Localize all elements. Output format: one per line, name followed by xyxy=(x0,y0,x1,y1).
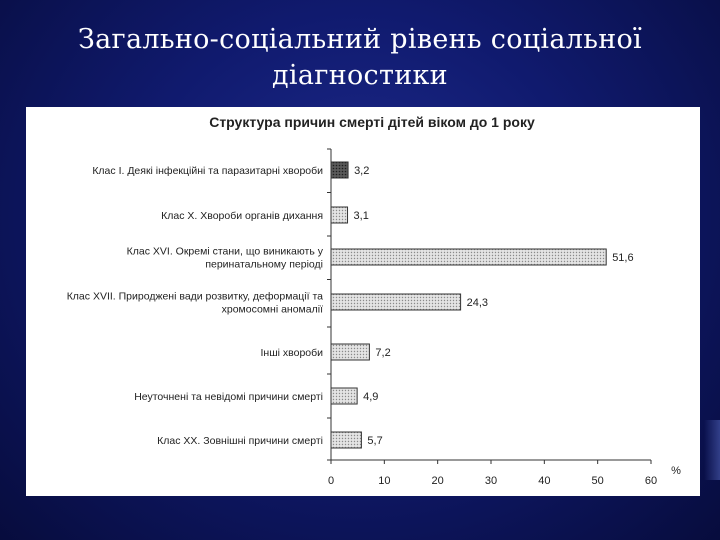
x-tick-label: 10 xyxy=(378,475,391,487)
x-tick-label: 40 xyxy=(538,475,551,487)
bar xyxy=(331,207,348,223)
category-label: Клас ХХ. Зовнішні причини смерті xyxy=(157,435,323,447)
x-axis-unit-label: % xyxy=(671,465,681,477)
category-label: Інші хвороби xyxy=(260,347,323,359)
bar-value-label: 5,7 xyxy=(367,435,383,447)
category-label: Клас XVI. Окремі стани, що виникають у xyxy=(126,245,323,258)
category-label: Клас І. Деякі інфекційні та паразитарні хвороби xyxy=(92,165,323,177)
x-tick-label: 60 xyxy=(644,475,658,487)
bar-value-label: 51,6 xyxy=(612,252,634,264)
chart-bars xyxy=(67,162,634,448)
bar xyxy=(331,432,361,448)
slide-title-line-1: Загально-соціальний рівень соціальної xyxy=(78,24,642,55)
x-tick-label: 0 xyxy=(327,475,335,487)
bar-value-label: 24,3 xyxy=(466,297,489,309)
chart-panel xyxy=(26,107,700,496)
chart-title: Структура причин смерті дітей віком до 1 року xyxy=(209,114,535,130)
bar-value-label: 3,2 xyxy=(354,165,370,177)
x-tick-label: 50 xyxy=(591,475,604,487)
category-label: хромосомні аномалії xyxy=(221,303,323,316)
slide-title-line-2: діагностики xyxy=(272,60,448,91)
x-tick-label: 30 xyxy=(484,475,498,487)
bar xyxy=(331,294,461,310)
bar-value-label: 7,2 xyxy=(375,347,391,359)
slide-title xyxy=(0,22,720,94)
category-label: Неуточнені та невідомі причини смерті xyxy=(134,391,323,403)
x-tick-label: 20 xyxy=(431,475,444,487)
bar-value-label: 4,9 xyxy=(363,391,379,403)
bar-value-label: 3,1 xyxy=(353,210,369,222)
category-label: Клас XVII. Природжені вади розвитку, деформації та xyxy=(66,290,323,303)
category-label: перинатальному періоді xyxy=(205,258,323,271)
bar xyxy=(331,249,606,265)
bar-chart xyxy=(26,107,700,496)
category-label: Клас Х. Хвороби органів дихання xyxy=(161,210,323,222)
decorative-edge xyxy=(704,420,720,480)
bar xyxy=(331,344,369,360)
bar xyxy=(331,388,357,404)
bar xyxy=(331,162,348,178)
